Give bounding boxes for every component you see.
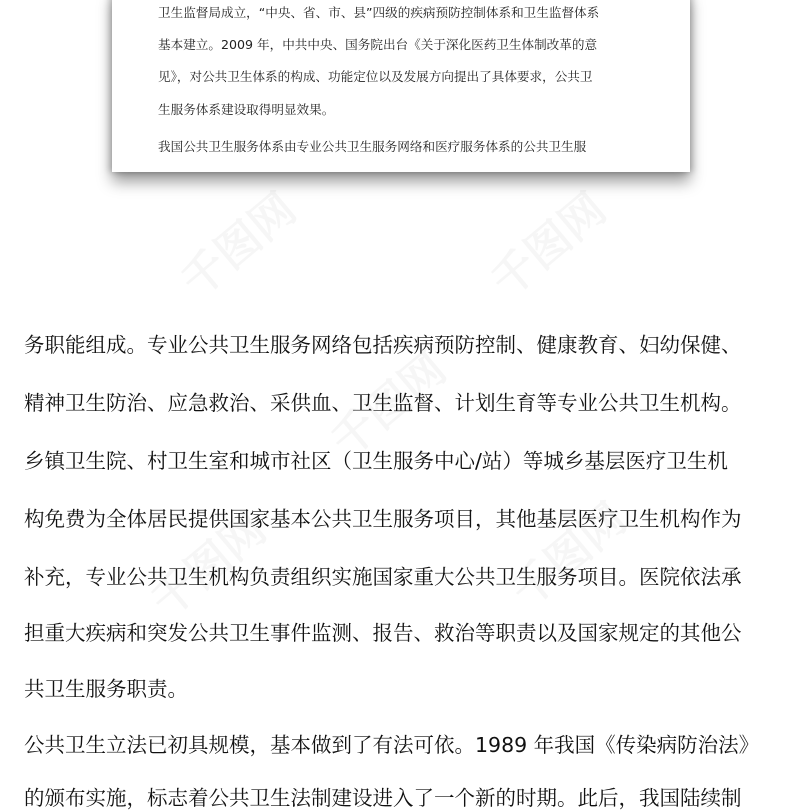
body-line: 构免费为全体居民提供国家基本公共卫生服务项目，其他基层医疗卫生机构作为 [24,507,742,531]
body-line: 担重大疾病和突发公共卫生事件监测、报告、救治等职责以及国家规定的其他公 [24,621,742,645]
body-line: 的颁布实施，标志着公共卫生法制建设进入了一个新的时期。此后，我国陆续制 [24,786,742,810]
watermark: 千图网 [321,343,456,468]
body-line: 务职能组成。专业公共卫生服务网络包括疾病预防控制、健康教育、妇幼保健、 [24,333,742,357]
body-line: 共卫生服务职责。 [24,677,188,701]
watermark: 千图网 [141,503,276,628]
preview-line: 卫生监督局成立，“中央、省、市、县”四级的疾病预防控制体系和卫生监督体系 [158,5,600,20]
watermark: 千图网 [171,183,306,308]
preview-line: 基本建立。2009 年，中共中央、国务院出台《关于深化医药卫生体制改革的意 [158,37,598,52]
watermark: 千图网 [501,493,636,618]
watermark: 千图网 [481,183,616,308]
body-line: 补充，专业公共卫生机构负责组织实施国家重大公共卫生服务项目。医院依法承 [24,565,742,589]
body-line: 精神卫生防治、应急救治、采供血、卫生监督、计划生育等专业公共卫生机构。 [24,391,742,415]
page-preview-card [112,0,690,172]
preview-line: 生服务体系建设取得明显效果。 [158,102,335,117]
body-line: 乡镇卫生院、村卫生室和城市社区（卫生服务中心/站）等城乡基层医疗卫生机 [24,449,728,473]
body-line: 公共卫生立法已初具规模，基本做到了有法可依。1989 年我国《传染病防治法》 [24,733,760,757]
preview-line: 我国公共卫生服务体系由专业公共卫生服务网络和医疗服务体系的公共卫生服 [158,139,587,154]
preview-line: 见》，对公共卫生体系的构成、功能定位以及发展方向提出了具体要求，公共卫 [158,69,593,84]
